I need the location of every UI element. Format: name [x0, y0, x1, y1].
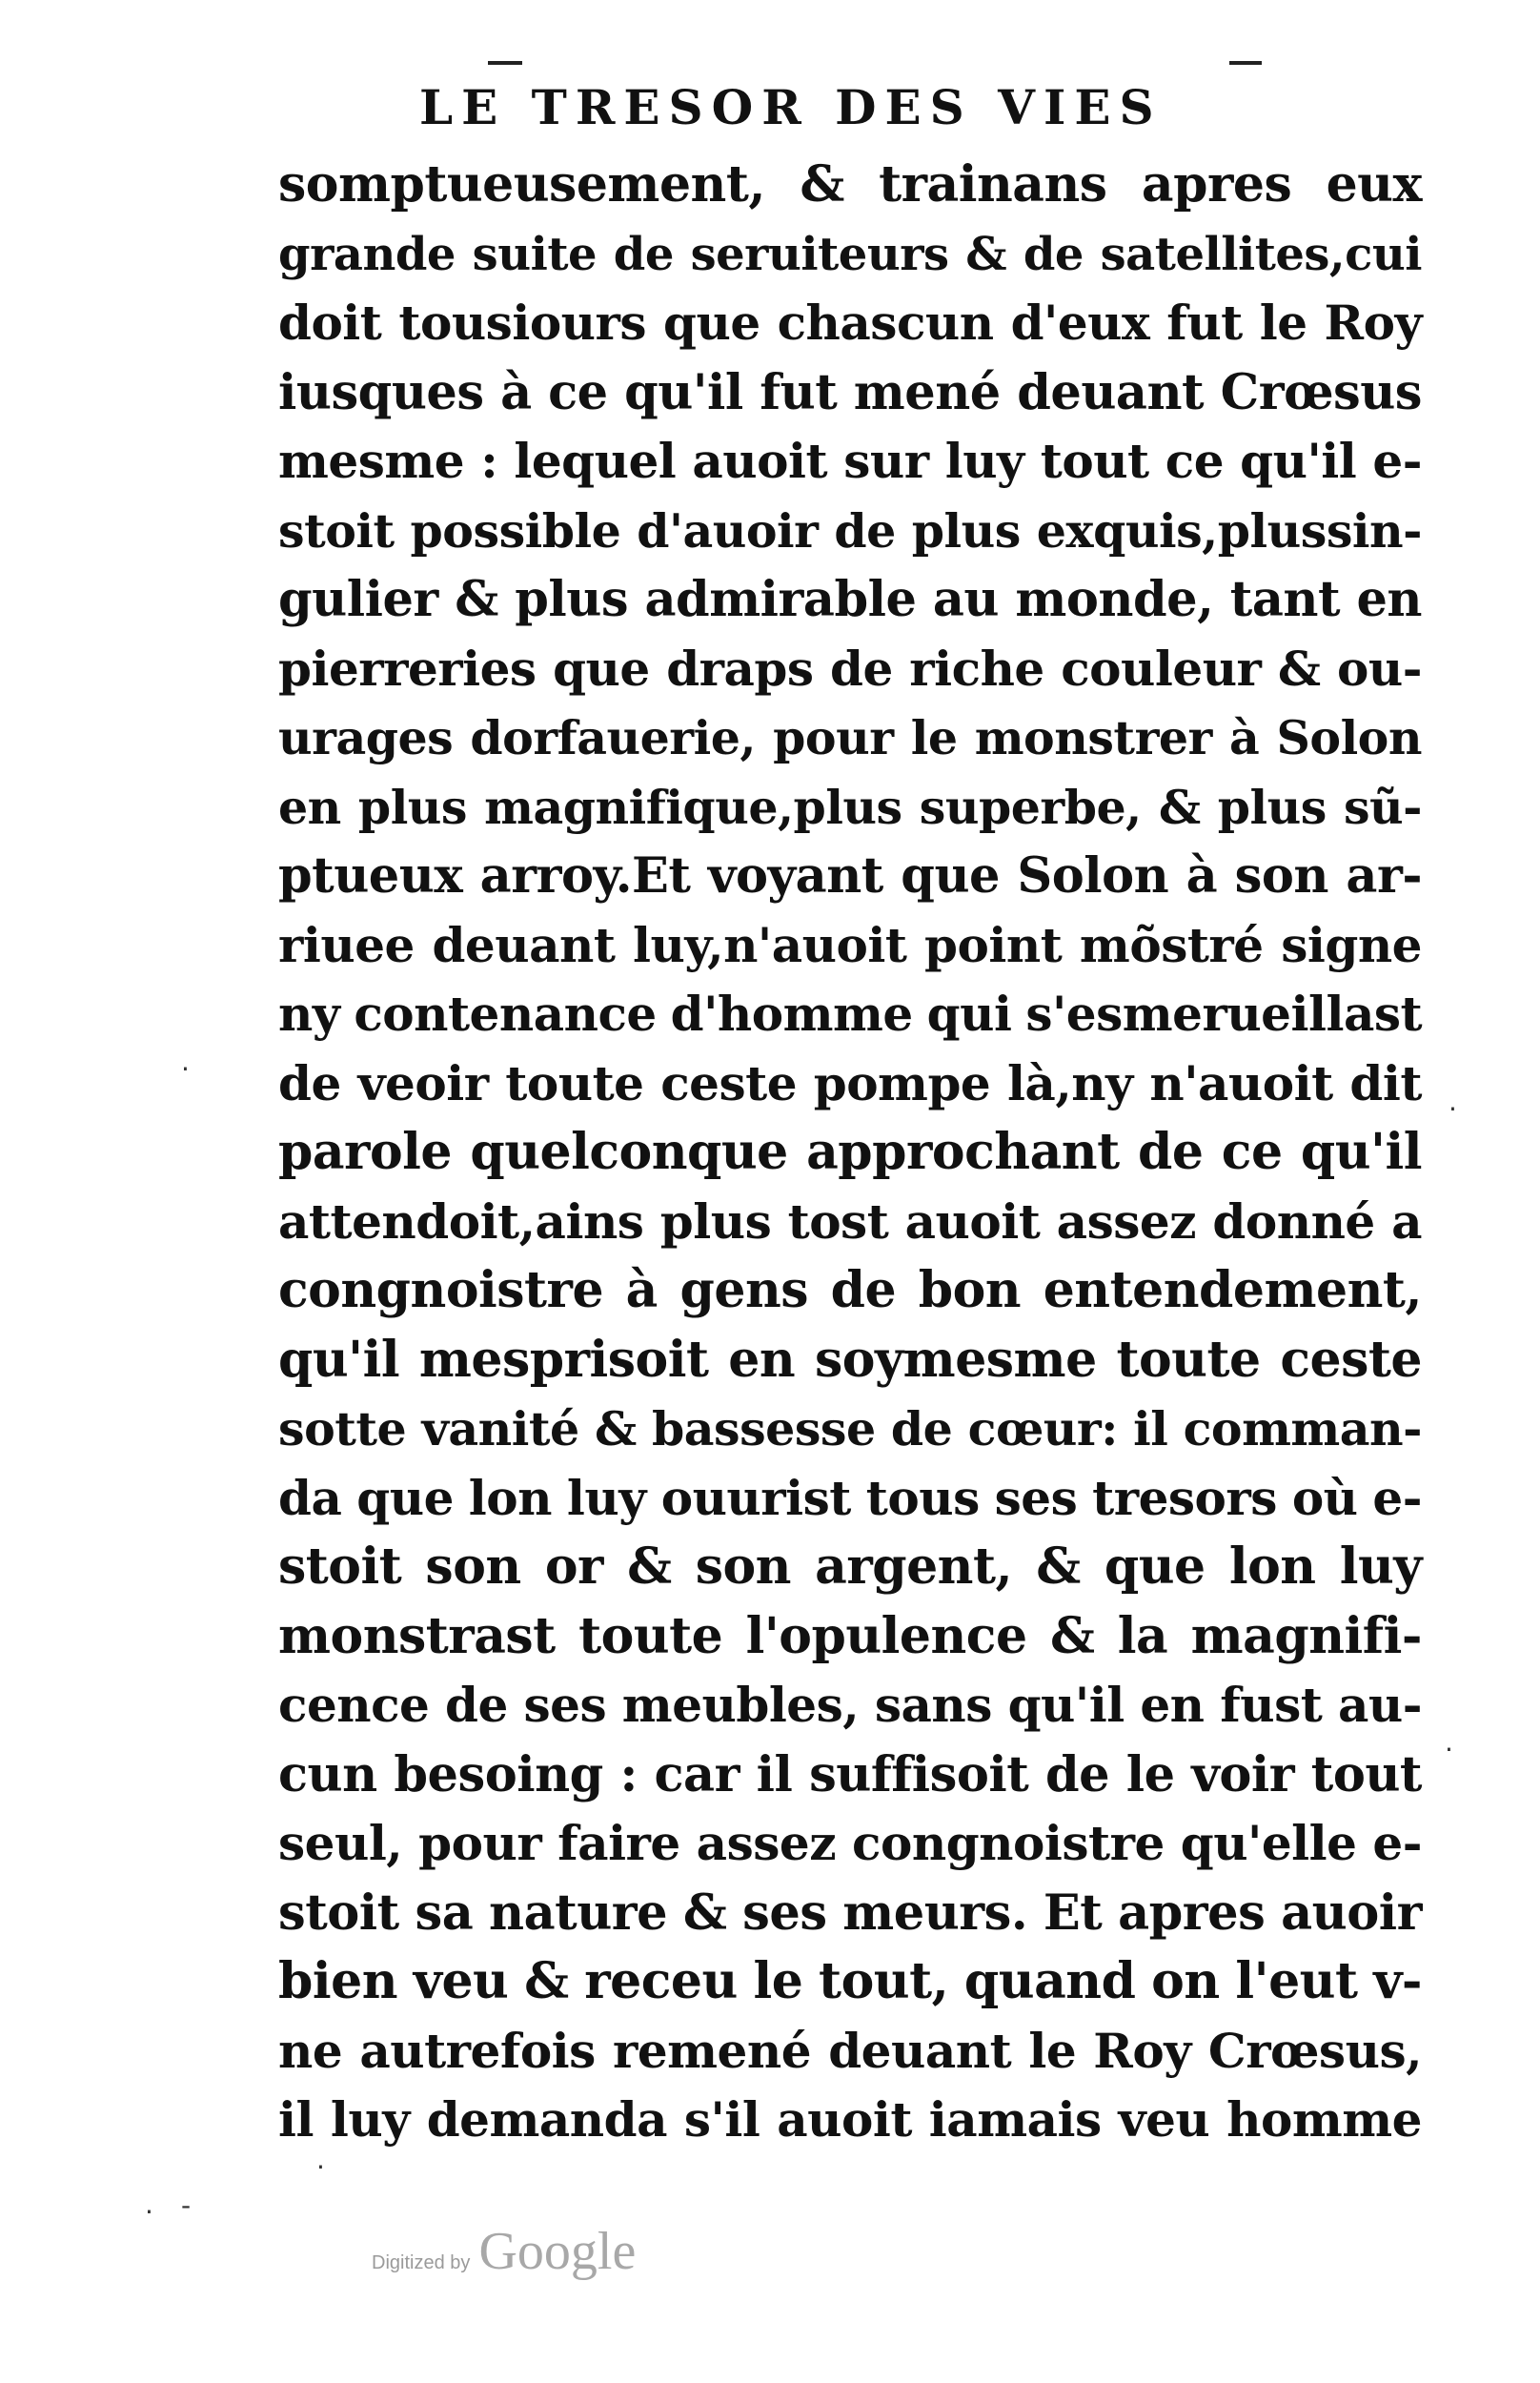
text-line: pierreries que draps de riche couleur & ou-	[278, 640, 1422, 697]
text-line: de veoir toute ceste pompe là,ny n'auoit dit	[278, 1054, 1422, 1111]
text-line: gulier & plus admirable au monde, tant en	[278, 571, 1422, 628]
top-rule-right	[1229, 61, 1262, 65]
text-line: stoit son or & son argent, & que lon luy	[278, 1538, 1422, 1596]
text-line: da que lon luy ouurist tous ses tresors où e-	[278, 1469, 1422, 1526]
text-line: il luy demanda s'il auoit iamais veu homme	[278, 2091, 1422, 2148]
text-line: sotte vanité & bassesse de cœur: il comman-	[278, 1401, 1422, 1456]
text-line: parole quelconque approchant de ce qu'il	[278, 1123, 1422, 1181]
text-line: iusques à ce qu'il fut mené deuant Crœsus	[278, 363, 1422, 421]
text-line: riuee deuant luy,n'auoit point mõstré signe	[278, 916, 1422, 973]
margin-mark: ·	[316, 2151, 325, 2183]
text-line: doit tousiours que chascun d'eux fut le Roy	[278, 295, 1422, 351]
margin-mark: ·	[1449, 1093, 1457, 1125]
text-line: stoit possible d'auoir de plus exquis,plussin-	[278, 502, 1422, 559]
text-line: somptueusement, & trainans apres eux	[278, 155, 1422, 214]
text-line: stoit sa nature & ses meurs. Et apres auoir	[278, 1884, 1422, 1942]
margin-mark: ·	[145, 2196, 153, 2228]
text-line: grande suite de seruiteurs & de satellites,cui	[278, 227, 1422, 281]
text-line: cun besoing : car il suffisoit de le voir tout	[278, 1745, 1422, 1803]
top-rule-left	[488, 61, 522, 65]
margin-mark: -	[181, 2190, 192, 2221]
text-line: seul, pour faire assez congnoistre qu'elle e-	[278, 1815, 1422, 1871]
text-line: mesme : lequel auoit sur luy tout ce qu'il e-	[278, 433, 1422, 489]
text-line: urages dorfauerie, pour le monstrer à Solon	[278, 710, 1422, 765]
footer-prefix: Digitized by	[372, 2252, 471, 2273]
text-line: attendoit,ains plus tost auoit assez donné a	[278, 1192, 1422, 1250]
google-logo: Google	[478, 2222, 637, 2281]
text-line: congnoistre à gens de bon entendement,	[278, 1261, 1422, 1319]
text-line: monstrast toute l'opulence & la magnifi-	[278, 1606, 1422, 1665]
text-line: qu'il mesprisoit en soymesme toute ceste	[278, 1330, 1422, 1389]
margin-mark: ·	[181, 1053, 190, 1085]
text-line: cence de ses meubles, sans qu'il en fust au-	[278, 1677, 1422, 1733]
text-line: ny contenance d'homme qui s'esmerueillast	[278, 986, 1423, 1042]
text-line: ptueux arroy.Et voyant que Solon à son ar-	[278, 847, 1422, 905]
text-line: ne autrefois remené deuant le Roy Crœsus,	[278, 2022, 1422, 2079]
margin-mark: ·	[1445, 1734, 1453, 1765]
running-head: LE TRESOR DES VIES	[419, 79, 1163, 135]
digitized-footer	[372, 2221, 753, 2288]
body-text	[278, 151, 1422, 2155]
text-line: bien veu & receu le tout, quand on l'eut v-	[278, 1952, 1422, 2010]
text-line: en plus magnifique,plus superbe, & plus sũ-	[278, 779, 1422, 835]
